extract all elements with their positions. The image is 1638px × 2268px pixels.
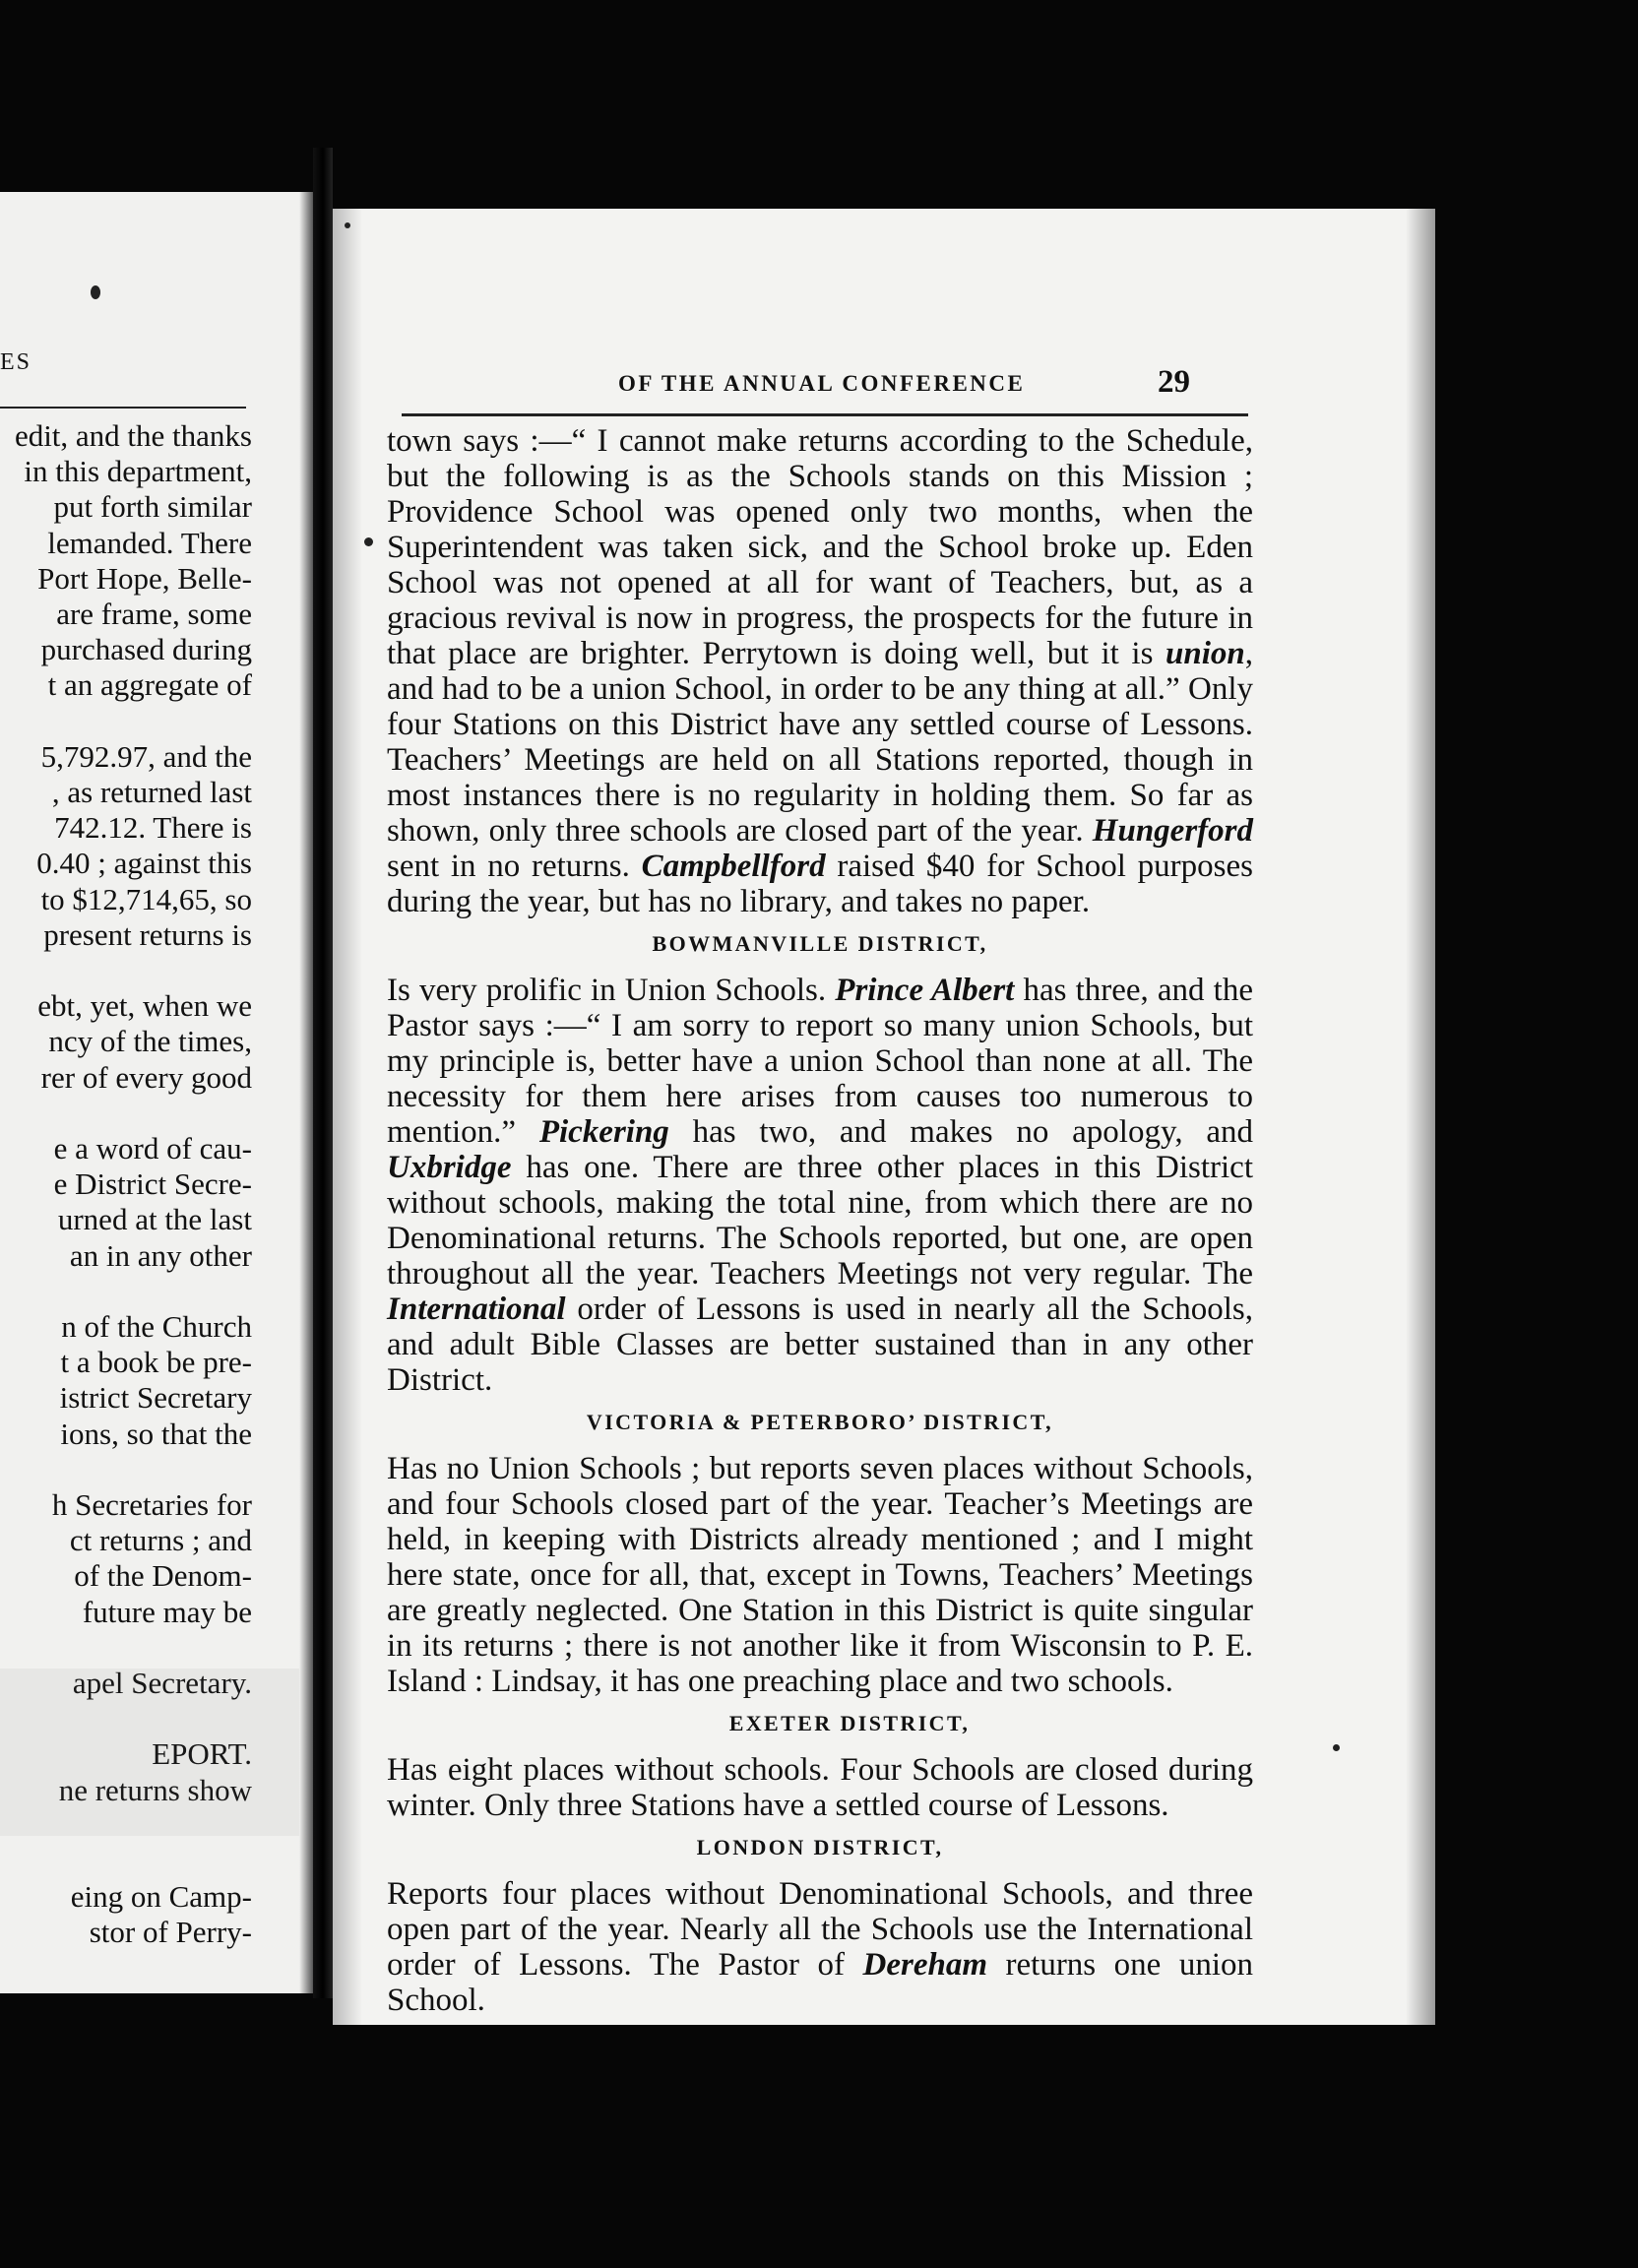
page-number: 29: [1158, 364, 1190, 400]
previous-page-line: t a book be pre-: [60, 1345, 252, 1380]
previous-page-line: eing on Camp-: [70, 1879, 252, 1915]
previous-page-edge-shadow: [299, 192, 313, 1993]
ink-speck: [345, 222, 350, 228]
previous-page-line: edit, and the thanks: [14, 418, 252, 453]
previous-page-line: urned at the last: [57, 1202, 252, 1237]
previous-page-line: ebt, yet, when we: [37, 988, 252, 1024]
previous-page-line: Port Hope, Belle-: [37, 560, 252, 596]
text-run: has two, and makes no apology, and: [668, 1114, 1253, 1150]
paragraph-exeter: Has eight places without schools. Four Schools are closed during winter. Only three Stations have a settled course of Lessons.: [387, 1752, 1253, 1823]
paragraph-bowmanville: [387, 973, 1253, 1398]
previous-page-running-head: ES: [0, 349, 32, 375]
previous-page-line: in this department,: [24, 454, 252, 489]
body-text: [387, 423, 1253, 2018]
italic-place-name: Pickering: [538, 1114, 669, 1150]
section-heading-exeter: EXETER DISTRICT,: [728, 1711, 971, 1735]
previous-page-line: istrict Secretary: [59, 1380, 252, 1416]
previous-page-line: 742.12. There is: [54, 810, 252, 846]
ink-speck: [91, 285, 100, 299]
previous-page-line: present returns is: [43, 916, 252, 952]
previous-page-line: ncy of the times,: [48, 1024, 252, 1059]
ink-speck: [364, 537, 373, 546]
paragraph-london: [387, 1876, 1253, 2018]
text-run: town says :—“ I cannot make returns according to the Schedule, but the following is as the Schools stands on this Mission ; Providence School was opened only two months, when the Superintendent was taken sick, and the School broke up. Eden School was not opened at all for want of Teachers, but, as a gracious revival is now in progress, the prospects for the future in that place are brighter. Perrytown is doing well, but it is: [387, 423, 1253, 671]
header-rule: [402, 413, 1248, 416]
italic-place-name: Dereham: [862, 1947, 987, 1983]
book-gutter: [313, 148, 333, 1998]
previous-page-line: of the Denom-: [74, 1558, 252, 1594]
previous-page-fragment: [0, 192, 313, 1993]
page-inner-shadow: [333, 209, 362, 2025]
italic-place-name: Prince Albert: [835, 973, 1015, 1008]
text-run: Reports four places without Denominational Schools, and three open part of the year. Nearly all the Schools use the International order of Lessons. The Pastor of: [387, 1876, 1253, 1983]
text-run: sent in no returns.: [387, 849, 642, 884]
previous-page-line: h Secretaries for: [51, 1487, 252, 1522]
previous-page-line: future may be: [82, 1594, 252, 1629]
italic-term: union: [1166, 636, 1245, 671]
section-heading-victoria-peterboro: VICTORIA & PETERBORO’ DISTRICT,: [586, 1410, 1054, 1434]
previous-page-line: EPORT.: [152, 1736, 252, 1772]
previous-page-line: ct returns ; and: [69, 1523, 252, 1558]
previous-page-line: apel Secretary.: [72, 1666, 252, 1700]
paragraph-victoria-peterboro: Has no Union Schools ; but reports seven places without Schools, and four Schools closed part of the year. Teacher’s Meetings are held, in keeping with Districts already mentioned ; and I might here state, once for all, that, except in Towns, Teachers’ Meetings are greatly neglected. One Station in this District is quite singular in its returns ; there is not another like it from Wisconsin to P. E. Island : Lindsay, it has one preaching place and two schools.: [387, 1451, 1253, 1699]
previous-page-line: are frame, some: [56, 597, 252, 631]
previous-page-line: an in any other: [69, 1237, 252, 1273]
previous-page-line: 5,792.97, and the: [40, 738, 252, 774]
italic-place-name: Campbellford: [641, 849, 826, 884]
previous-page-line: put forth similar: [53, 489, 252, 525]
italic-place-name: Hungerford: [1092, 813, 1253, 849]
paragraph-perrytown: [387, 423, 1253, 919]
previous-page-line: rer of every good: [40, 1059, 252, 1095]
page-outer-shadow: [1406, 209, 1435, 2025]
previous-page-line: e District Secre-: [53, 1166, 252, 1202]
previous-page-line: to $12,714,65, so: [40, 881, 252, 916]
text-run: , and had to be a union School, in order to be any thing at all.” Only four Stations on this District have any settled course of Lessons. Teachers’ Meetings are held on all Stations reported, though in most instances there is no regularity in holding them. So far as shown, only three schools are closed part of the year.: [387, 636, 1253, 849]
text-run: Is very prolific in Union Schools.: [387, 973, 836, 1008]
ink-speck: [1333, 1744, 1340, 1751]
previous-page-line: e a word of cau-: [53, 1131, 252, 1166]
previous-page-line: t an aggregate of: [47, 667, 252, 703]
previous-page-head-rule: [0, 407, 246, 409]
text-run: order of Lessons is used in nearly all the Schools, and adult Bible Classes are better sustained than in any other District.: [387, 1292, 1253, 1398]
previous-page-line: purchased during: [40, 632, 252, 667]
running-head: OF THE ANNUAL CONFERENCE: [618, 371, 1026, 396]
italic-term: International: [387, 1292, 566, 1327]
text-run: returns one union School.: [387, 1947, 1253, 2018]
text-run: raised $40 for School purposes during the year, but has no library, and takes no paper.: [387, 849, 1253, 919]
previous-page-line: ne returns show: [58, 1772, 252, 1807]
previous-page-line: lemanded. There: [47, 525, 252, 560]
section-heading-london: LONDON DISTRICT,: [696, 1835, 944, 1859]
current-page: [333, 209, 1435, 2025]
section-heading-bowmanville: BOWMANVILLE DISTRICT,: [652, 931, 988, 956]
previous-page-line: 0.40 ; against this: [36, 846, 252, 881]
previous-page-line: , as returned last: [51, 775, 252, 809]
text-run: has three, and the Pastor says :—“ I am sorry to report so many union Schools, but my principle is, better have a union School than none at all. The necessity for them here arises from causes too numerous to mention.”: [387, 973, 1253, 1150]
italic-place-name: Uxbridge: [387, 1150, 512, 1185]
previous-page-line: n of the Church: [61, 1309, 252, 1344]
previous-page-line: ions, so that the: [60, 1416, 252, 1451]
previous-page-line: stor of Perry-: [89, 1915, 252, 1950]
page-smudge: [0, 1669, 313, 1836]
text-run: has one. There are three other places in this District without schools, making the total nine, from which there are no Denominational returns. The Schools reported, but one, are open throughout all the year. Teachers Meetings not very regular. The: [387, 1150, 1253, 1292]
